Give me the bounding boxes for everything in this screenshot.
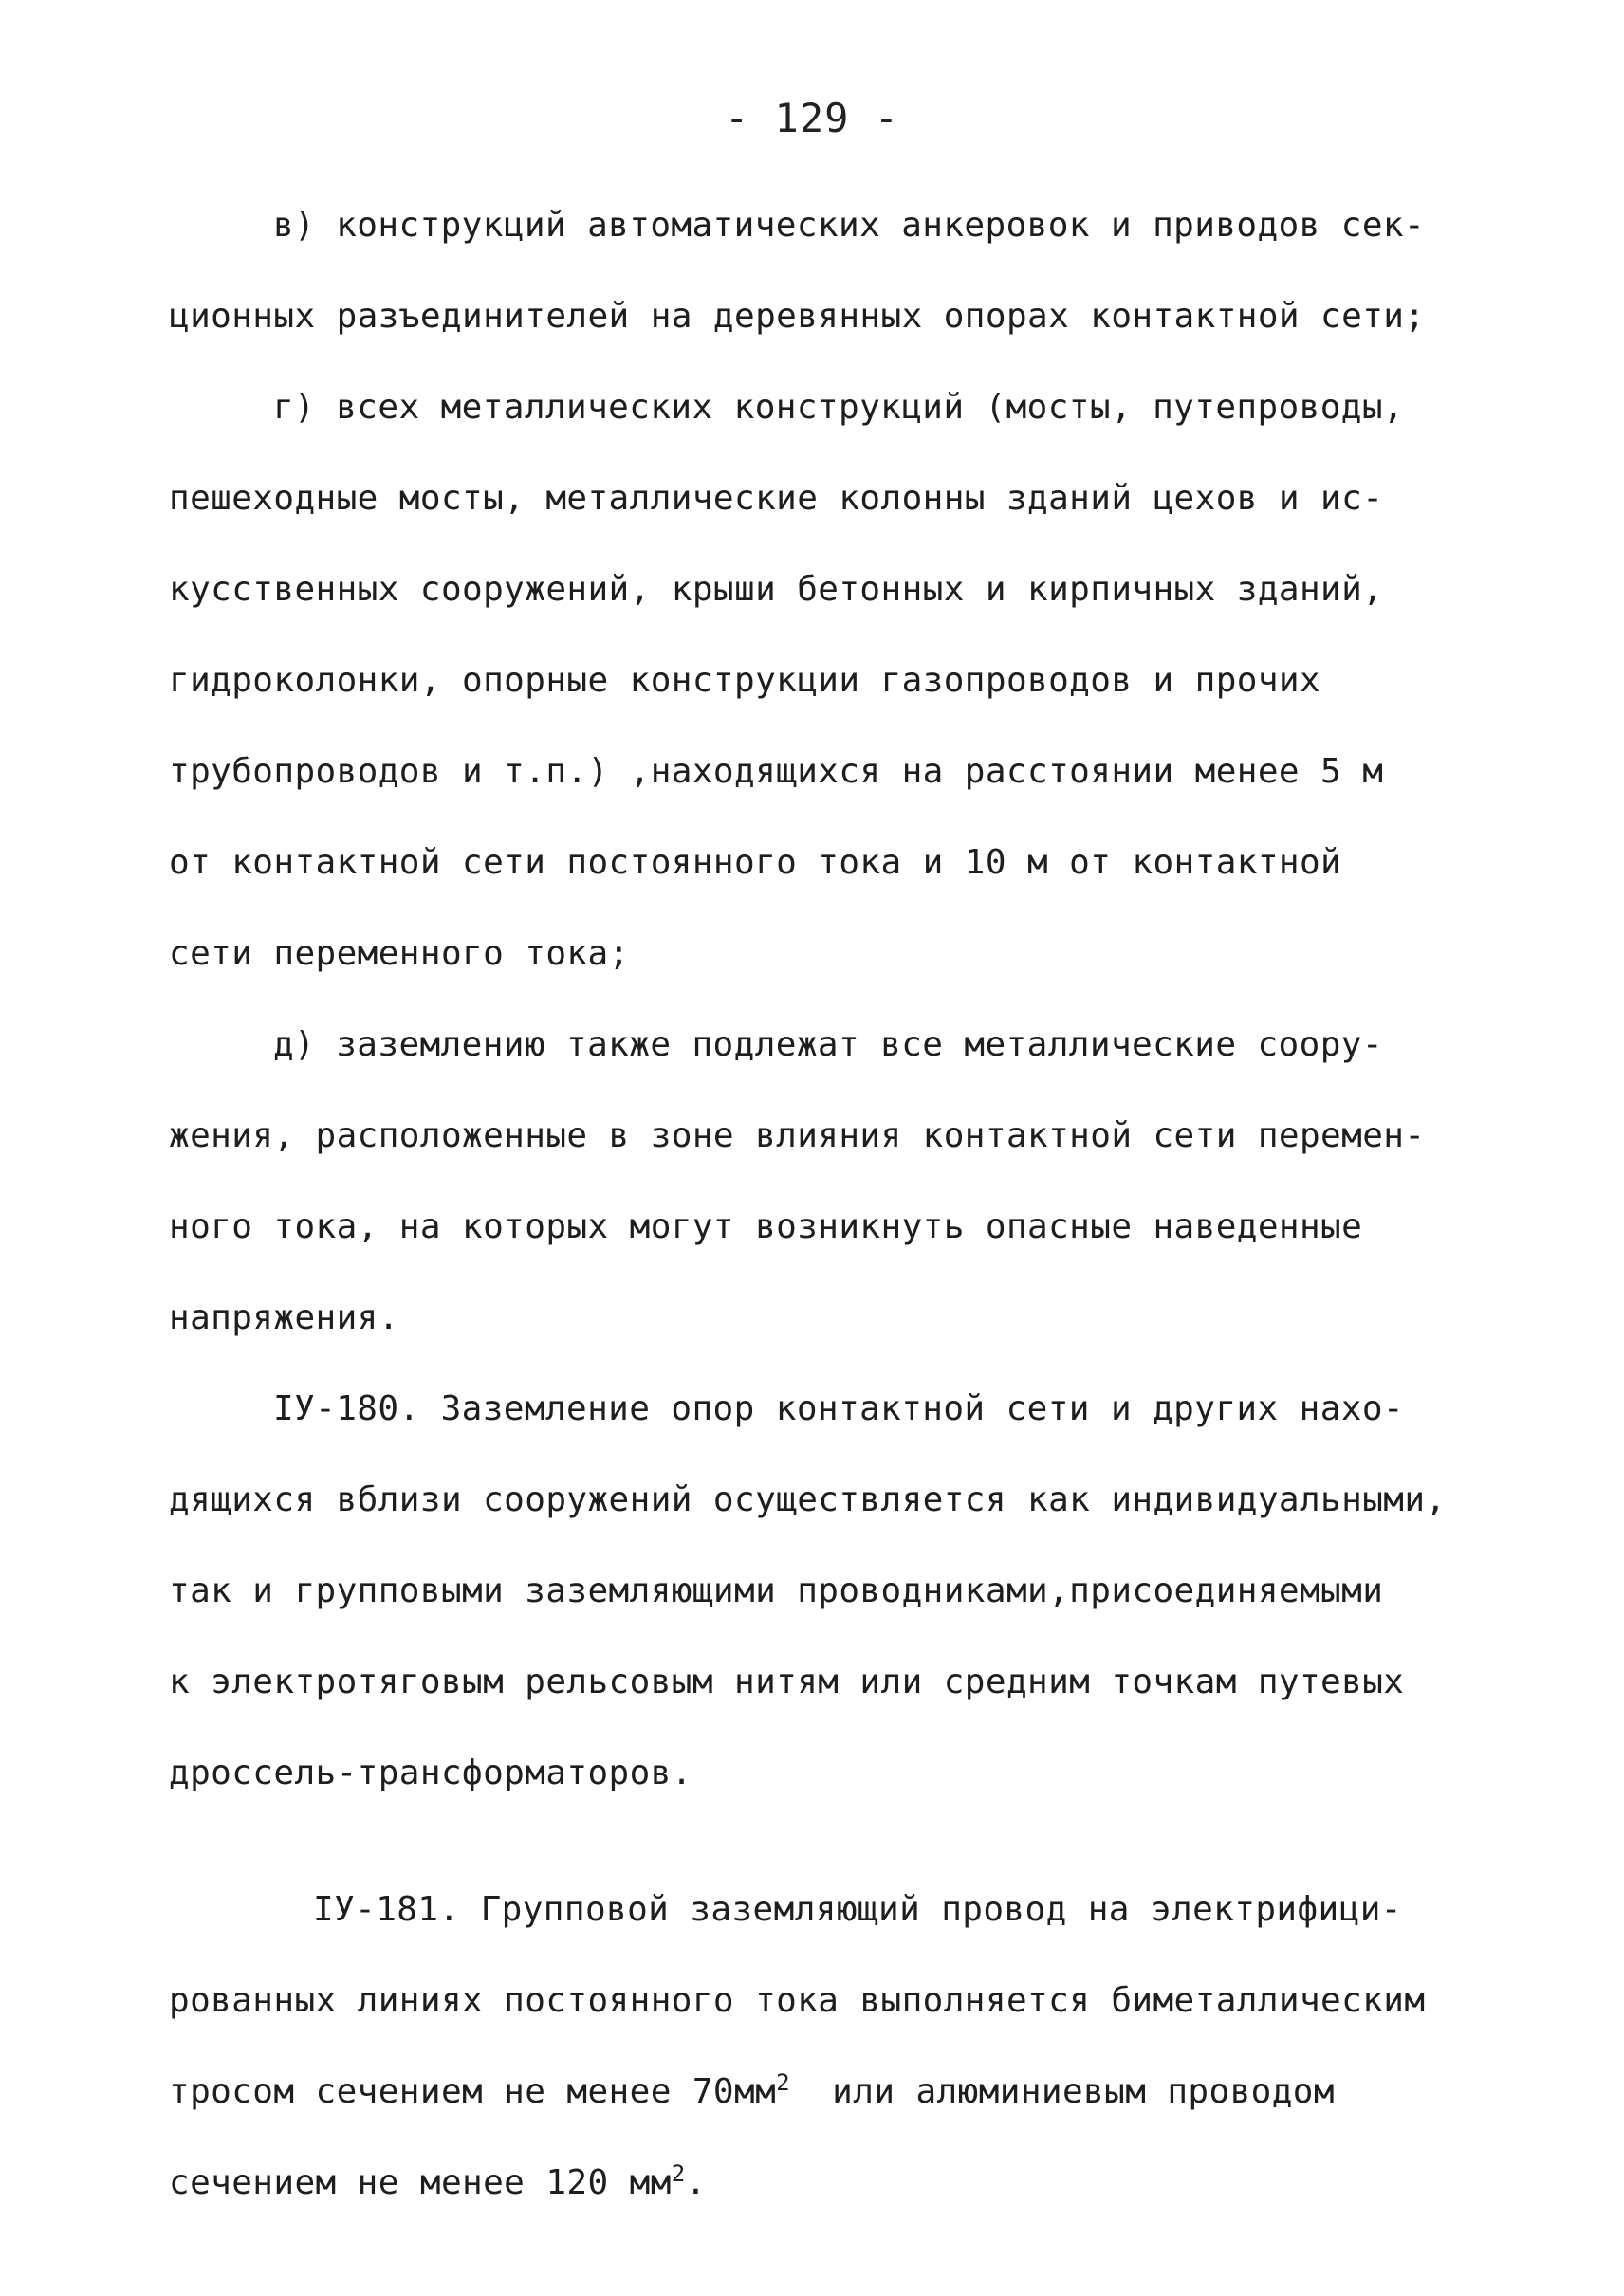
- text-line: так и групповыми заземляющими проводниками,присоединяемыми: [169, 1571, 1384, 1610]
- text-line: д) заземлению также подлежат все металлические соору-: [273, 1025, 1383, 1064]
- text-segment: тросом сечением не менее 70мм: [169, 2072, 777, 2111]
- text-line: IУ-180. Заземление опор контактной сети и других нахо-: [273, 1389, 1404, 1428]
- text-line: дящихся вблизи сооружений осуществляется как индивидуальными,: [169, 1480, 1447, 1519]
- text-line: IУ-181. Групповой заземляющий провод на электрифици-: [313, 1890, 1402, 1929]
- page-number: - 129 -: [724, 95, 899, 141]
- text-line: гидроколонки, опорные конструкции газопроводов и прочих: [169, 661, 1321, 700]
- text-line: дроссель-трансформаторов.: [169, 1754, 692, 1792]
- text-line: г) всех металлических конструкций (мосты, путепроводы,: [273, 388, 1404, 427]
- superscript: 2: [671, 2160, 686, 2187]
- text-line: ционных разъединителей на деревянных опорах контактной сети;: [169, 297, 1426, 336]
- text-line: к электротяговым рельсовым нитям или средним точкам путевых: [169, 1662, 1405, 1701]
- text-line: ного тока, на которых могут возникнуть опасные наведенные: [169, 1207, 1363, 1246]
- text-line: кусственных сооружений, крыши бетонных и кирпичных зданий,: [169, 570, 1384, 609]
- text-line: пешеходные мосты, металлические колонны зданий цехов и ис-: [169, 479, 1384, 518]
- text-segment: или алюминиевым проводом: [832, 2072, 1335, 2111]
- text-line: рованных линиях постоянного тока выполняется биметаллическим: [169, 1981, 1426, 2020]
- text-line: трубопроводов и т.п.) ,находящихся на расстоянии менее 5 м: [169, 752, 1384, 791]
- text-segment: сечением не менее 120 мм: [169, 2163, 672, 2202]
- superscript: 2: [776, 2069, 791, 2096]
- text-segment: .: [685, 2163, 707, 2202]
- text-line: в) конструкций автоматических анкеровок и приводов сек-: [273, 206, 1426, 245]
- text-line: напряжения.: [169, 1298, 399, 1337]
- text-line-with-superscript: [169, 2069, 1335, 2115]
- text-line: жения, расположенные в зоне влияния контактной сети перемен-: [169, 1116, 1426, 1155]
- text-line-with-superscript: [169, 2160, 707, 2206]
- text-line: от контактной сети постоянного тока и 10 м от контактной: [169, 843, 1342, 882]
- text-line: сети переменного тока;: [169, 934, 630, 973]
